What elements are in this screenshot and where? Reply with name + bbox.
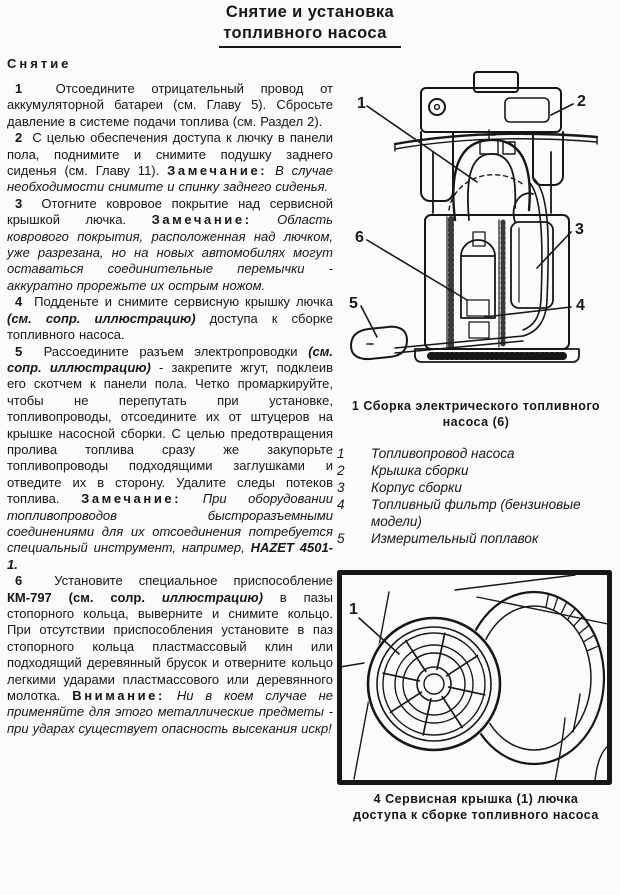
page-title-line1: Снятие и установка bbox=[225, 3, 395, 21]
figure-column bbox=[337, 60, 615, 823]
step-paragraph: 3 Отогните ковровое покрытие над сервисной крышкой лючка. Замечание: Область коврового покрытия, расположенная над лючком, уже разрезана, но на новых автомобилях могут оставаться соединительные перемычки - аккуратно прорежьте их острым ножом. bbox=[7, 195, 333, 293]
step-paragraph: 4 Подденьте и снимите сервисную крышку лючка (см. сопр. иллюстрацию) доступа к сборке топливного насоса. bbox=[7, 294, 333, 343]
callout-3-label: 3 bbox=[575, 221, 584, 238]
fuel-pump-unit bbox=[461, 232, 495, 338]
figure1-caption-line2: насоса (6) bbox=[442, 414, 510, 429]
figure-fuel-pump-assembly bbox=[337, 60, 615, 392]
figure1-caption-line1: 1 Сборка электрического топливного bbox=[351, 399, 601, 413]
figure2-caption bbox=[337, 792, 615, 823]
steps bbox=[7, 81, 333, 737]
figure2-caption-line2: доступа к сборке топливного насоса bbox=[353, 807, 599, 822]
legend-item-text: Топливопровод насоса bbox=[371, 446, 515, 461]
section-heading: Снятие bbox=[7, 56, 72, 71]
callout-1-label: 1 bbox=[349, 601, 358, 618]
legend-item-text: Топливный фильтр (бензиновые модели) bbox=[371, 497, 581, 529]
callout-5-label: 5 bbox=[349, 295, 358, 312]
callout-2-label: 2 bbox=[577, 93, 586, 110]
step-paragraph: 1 Отсоедините отрицательный провод от аккумуляторной батареи (см. Главу 5). Сбросьте давление в системе подачи топлива (см. Раздел 2). bbox=[7, 81, 333, 129]
step-paragraph: 6 Установите специальное приспособление КМ-797 (см. солр. иллюстрацию) в пазы стопорного кольца, выверните и снимите кольцо. При отсутствии приспособления установите в паз стопорного кольца пластмассовый клин или подходящий деревянный брусок и отверните кольцо легкими ударами пластмассового или деревянного молотка. Внимание: Ни в коем случае не применяйте для этого металлические предметы - при ударах существует опасность высекания искр! bbox=[7, 573, 334, 736]
legend-item-number: 1 bbox=[337, 446, 345, 461]
pump-body-canister bbox=[415, 215, 579, 362]
figure-service-cover bbox=[337, 570, 612, 785]
legend-item-text: Измерительный поплавок bbox=[371, 531, 539, 546]
cover-screw-icon bbox=[429, 99, 445, 115]
legend-item bbox=[337, 445, 615, 462]
legend-item-number: 4 bbox=[337, 497, 345, 512]
callout-6-label: 6 bbox=[355, 229, 364, 246]
pump-cover bbox=[395, 72, 597, 201]
legend-item-number: 5 bbox=[337, 531, 345, 546]
figure1-caption bbox=[337, 399, 615, 430]
legend-item-text: Крышка сборки bbox=[371, 463, 469, 478]
text-column bbox=[7, 56, 333, 737]
page-title-line2: топливного насоса bbox=[219, 23, 401, 48]
legend-item bbox=[337, 530, 615, 547]
step-paragraph: 2 С целью обеспечения доступа к лючку в панели пола, поднимите и снимите подушку заднего сиденья (см. Главу 11). Замечание: В случае необходимости снимите и спинку заднего сиденья. bbox=[7, 130, 333, 195]
callout-4-label: 4 bbox=[576, 297, 585, 314]
legend-item-text: Корпус сборки bbox=[371, 480, 462, 495]
legend-item bbox=[337, 479, 615, 496]
page-title bbox=[0, 2, 620, 48]
figure1-legend bbox=[337, 445, 615, 547]
hatch-rim-shading bbox=[546, 594, 599, 651]
legend-item-number: 2 bbox=[337, 463, 345, 478]
legend-item bbox=[337, 462, 615, 479]
step-paragraph: 5 Рассоедините разъем электропроводки (см. сопр. иллюстрацию) - закрепите жгут, подклеив его скотчем к панели пола. Четко промаркируйте, чтобы не перепутать при установке, топливопроводы, отсоедините их от штуцеров на крышке насосной сборки. С целью предотвращения пролива топлива сразу же закупорьте топливопроводы подходящими заглушками и отведите их в сторону. Удалите следы потеков топлива. Замечание: При оборудовании топливопроводов быстроразъемными соединениями для их отсоединения потребуется специальный инструмент, например, HAZET 4501-1. bbox=[7, 343, 334, 572]
legend-item-number: 3 bbox=[337, 480, 345, 495]
callout-1-label: 1 bbox=[357, 95, 366, 112]
legend-item bbox=[337, 496, 615, 530]
figure2-caption-line1: 4 Сервисная крышка (1) лючка bbox=[373, 792, 579, 806]
